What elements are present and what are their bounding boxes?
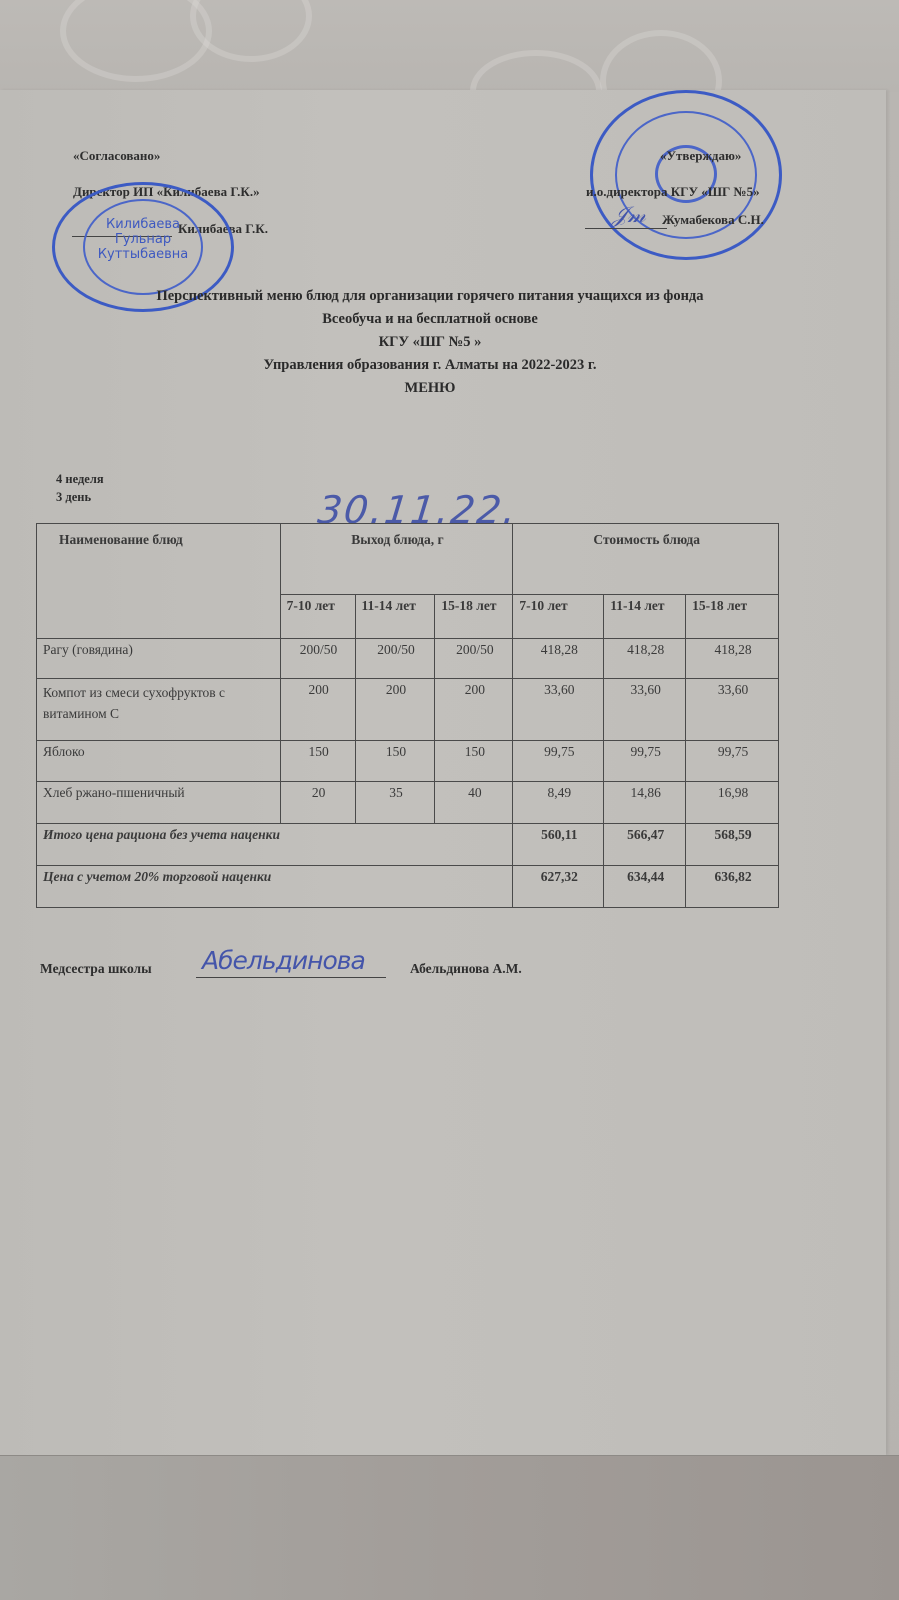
- desk-surface: [0, 1455, 899, 1600]
- background-wallpaper: [0, 0, 899, 92]
- header-cost: Стоимость блюда: [513, 524, 779, 595]
- signature-line-right: [585, 228, 667, 229]
- header-dish-name: Наименование блюд: [37, 524, 281, 639]
- cost-value: 16,98: [686, 782, 779, 824]
- nurse-role-label: Медсестра школы: [40, 961, 152, 976]
- yield-value: 200: [355, 679, 435, 741]
- totals-row-with-markup: [37, 866, 779, 908]
- total-value: 634,44: [604, 866, 686, 908]
- signature-right: 𝒥𝓂: [612, 203, 646, 228]
- cost-value: 418,28: [604, 639, 686, 679]
- approval-left-label: «Согласовано»: [73, 148, 161, 163]
- table-row: [37, 639, 779, 679]
- total-value: 627,32: [513, 866, 604, 908]
- header-yield-age-3: 15-18 лет: [435, 595, 513, 639]
- week-label: 4 неделя: [56, 472, 104, 486]
- handwritten-date: 30.11.22.: [315, 488, 520, 532]
- totals-label: Цена с учетом 20% торговой наценки: [37, 866, 513, 908]
- approval-right-position: и.о.директора КГУ «ШГ №5»: [586, 184, 760, 199]
- cost-value: 418,28: [513, 639, 604, 679]
- menu-table: [36, 523, 779, 908]
- nurse-name: Абельдинова А.М.: [410, 961, 522, 976]
- total-value: 636,82: [686, 866, 779, 908]
- cost-value: 8,49: [513, 782, 604, 824]
- approval-left-position: Директор ИП «Килибаева Г.К.»: [73, 184, 260, 199]
- yield-value: 200: [280, 679, 355, 741]
- title-line-4: Управления образования г. Алматы на 2022-2023 г.: [263, 357, 597, 373]
- total-value: 566,47: [604, 824, 686, 866]
- signature-line-nurse: [196, 977, 386, 978]
- cost-value: 99,75: [604, 741, 686, 782]
- cost-value: 33,60: [604, 679, 686, 741]
- stamp-left-text-3: Куттыбаевна: [97, 247, 189, 262]
- stamp-left-text-2: Гульнар: [114, 232, 172, 247]
- header-yield: Выход блюда, г: [280, 524, 513, 595]
- title-line-2: Всеобуча и на бесплатной основе: [322, 311, 538, 327]
- totals-row-no-markup: [37, 824, 779, 866]
- approval-right-label: «Утверждаю»: [660, 148, 742, 163]
- yield-value: 200/50: [355, 639, 435, 679]
- cost-value: 418,28: [686, 639, 779, 679]
- table-row: [37, 741, 779, 782]
- header-cost-age-1: 7-10 лет: [513, 595, 604, 639]
- title-line-5: МЕНЮ: [404, 380, 456, 396]
- header-cost-age-2: 11-14 лет: [604, 595, 686, 639]
- yield-value: 150: [435, 741, 513, 782]
- total-value: 560,11: [513, 824, 604, 866]
- cost-value: 14,86: [604, 782, 686, 824]
- title-line-3: КГУ «ШГ №5 »: [378, 334, 482, 350]
- nurse-signature: Абельдинова: [202, 946, 365, 975]
- yield-value: 200: [435, 679, 513, 741]
- dish-name: Яблоко: [37, 741, 281, 782]
- cost-value: 33,60: [513, 679, 604, 741]
- table-header-row: [37, 524, 779, 595]
- yield-value: 40: [435, 782, 513, 824]
- totals-label: Итого цена рациона без учета наценки: [37, 824, 513, 866]
- cost-value: 99,75: [513, 741, 604, 782]
- yield-value: 150: [355, 741, 435, 782]
- stamp-right: [590, 90, 782, 260]
- cost-value: 33,60: [686, 679, 779, 741]
- yield-value: 200/50: [435, 639, 513, 679]
- header-cost-age-3: 15-18 лет: [686, 595, 779, 639]
- approval-left-signatory: Килибаева Г.К.: [178, 221, 268, 236]
- yield-value: 200/50: [280, 639, 355, 679]
- cost-value: 99,75: [686, 741, 779, 782]
- stamp-left-text-1: Килибаева: [105, 217, 181, 232]
- approval-right-signatory: Жумабекова С.Н.: [662, 212, 764, 227]
- dish-name: Компот из смеси сухофруктов с витамином С: [37, 679, 281, 741]
- yield-value: 20: [280, 782, 355, 824]
- ornament-shape: [190, 0, 312, 62]
- table-row: [37, 782, 779, 824]
- day-label: 3 день: [56, 490, 92, 504]
- yield-value: 150: [280, 741, 355, 782]
- yield-value: 35: [355, 782, 435, 824]
- title-line-1: Перспективный меню блюд для организации горячего питания учащихся из фонда: [156, 288, 704, 304]
- header-yield-age-2: 11-14 лет: [355, 595, 435, 639]
- total-value: 568,59: [686, 824, 779, 866]
- dish-name: Рагу (говядина): [37, 639, 281, 679]
- dish-name: Хлеб ржано-пшеничный: [37, 782, 281, 824]
- table-row: [37, 679, 779, 741]
- header-yield-age-1: 7-10 лет: [280, 595, 355, 639]
